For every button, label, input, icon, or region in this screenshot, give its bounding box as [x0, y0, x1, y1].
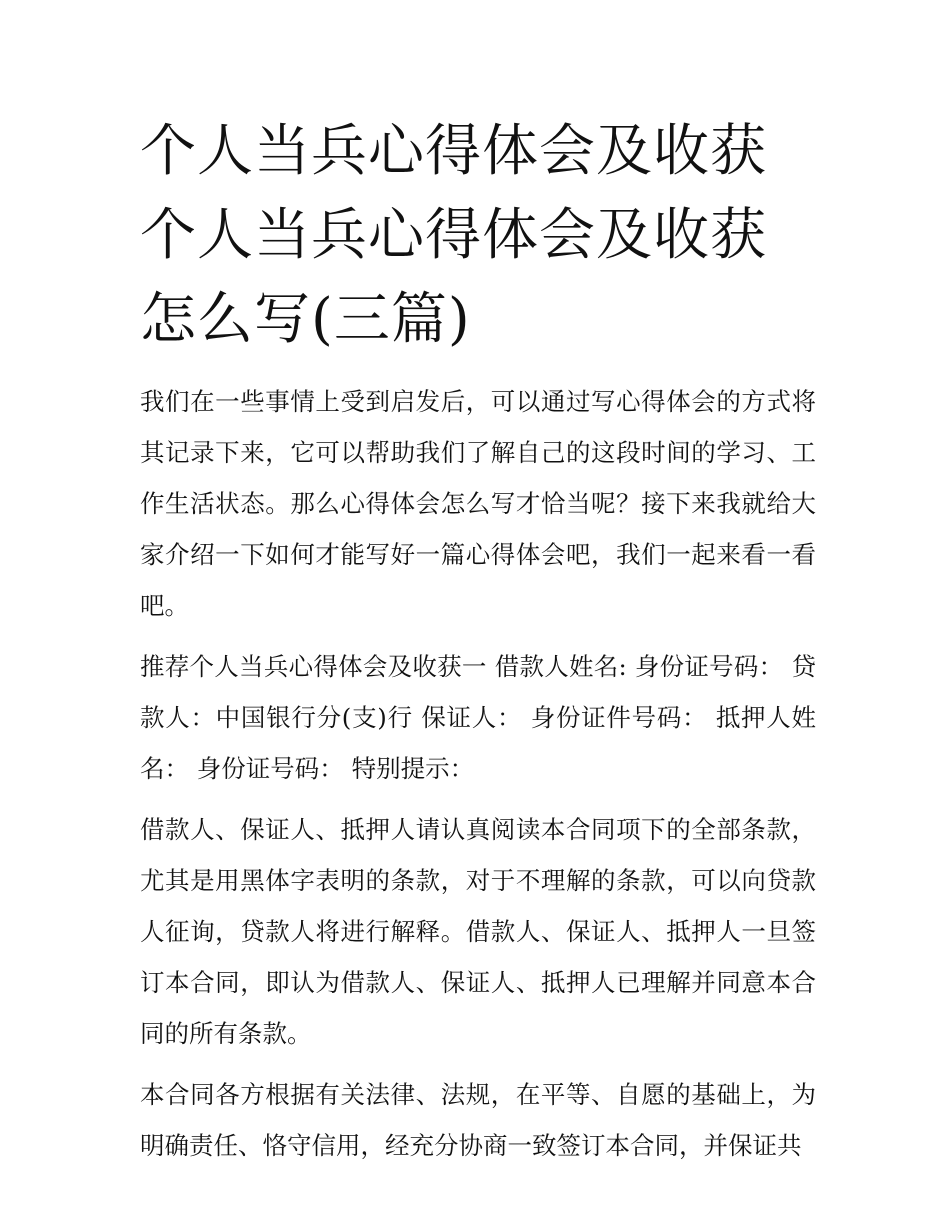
- paragraph-notice: 借款人、保证人、抵押人请认真阅读本合同项下的全部条款，尤其是用黑体字表明的条款，对于不理解的条款，可以向贷款人征询，贷款人将进行解释。借款人、保证人、抵押人一旦签订本合同，即认为借款人、保证人、抵押人已理解并同意本合同的所有条款。: [140, 815, 816, 1048]
- paragraph-parties: 推荐个人当兵心得体会及收获一 借款人姓名: 身份证号码： 贷款人：中国银行分(支)行 保证人： 身份证件号码： 抵押人姓名： 身份证号码： 特别提示：: [140, 652, 816, 783]
- paragraph-intro: 我们在一些事情上受到启发后，可以通过写心得体会的方式将其记录下来，它可以帮助我们了解自己的这段时间的学习、工作生活状态。那么心得体会怎么写才恰当呢？接下来我就给大家介绍一下如何才能写好一篇心得体会吧，我们一起来看一看吧。: [140, 387, 816, 620]
- document-title: 个人当兵心得体会及收获 个人当兵心得体会及收获怎么写(三篇): [140, 119, 767, 352]
- document-page: [140, 110, 816, 1171]
- paragraph-agreement: 本合同各方根据有关法律、法规，在平等、自愿的基础上，为明确责任、恪守信用，经充分协商一致签订本合同，并保证共: [140, 1080, 816, 1160]
